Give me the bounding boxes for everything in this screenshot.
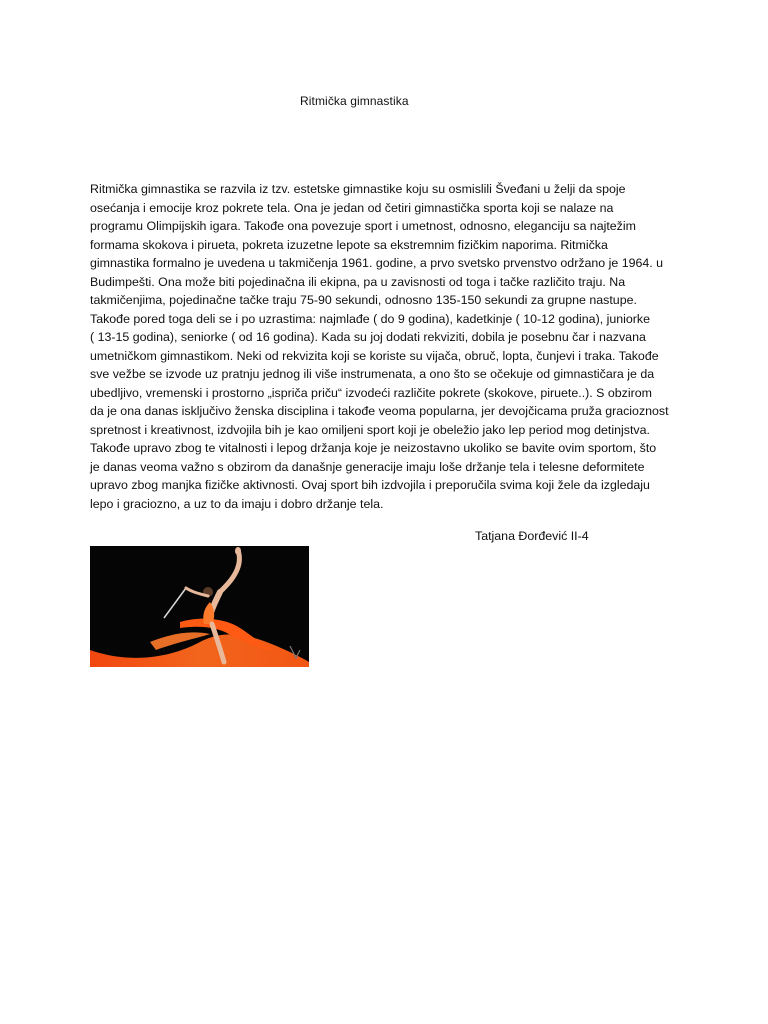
body-line: takmičenjima, pojedinačne tačke traju 75-90 sekundi, odnosno 135-150 sekundi za grupne nastupe. [90,293,637,307]
body-line: gimnastika formalno je uvedena u takmičenja 1961. godine, a prvo svetsko prvenstvo održano je 1964. u [90,256,664,270]
gymnast-illustration [90,546,309,667]
body-line: umetničkom gimnastikom. Neki od rekvizita koji se koriste su vijača, obruč, lopta, čunjevi i traka. Takođe [90,348,659,363]
body-line: ( 13-15 godina), seniorke ( od 16 godina). Kada su joj dodati rekviziti, dobila je posebnu čar i nazvana [90,330,646,344]
body-line: da je ona danas isključivo ženska disciplina i takođe veoma popularna, jer devojčicama pruža gracioznost [90,404,669,418]
body-line: Budimpešti. Ona može biti pojedinačna ili ekipna, pa u zavisnosti od toga i tačke različito traju. Na [90,274,626,289]
body-line: Ritmička gimnastika se razvila iz tzv. estetske gimnastike koju su osmislili Šveđani u želji da spoje [90,182,626,196]
body-line: sve vežbe se izvode uz pratnju jednog ili više instrumenata, a ono što se očekuje od gimnastičara je da [90,367,655,381]
body-line: lepo i graciozno, a uz to da imaju i dobro držanje tela. [90,496,384,511]
body-line: upravo zbog manjka fizičke aktivnosti. Ovaj sport bih izdvojila i preporučila svima koji žele da izgledaju [90,478,650,492]
body-line: Takođe pored toga deli se i po uzrastima: najmlađe ( do 9 godina), kadetkinje ( 10-12 godina), juniorke [90,311,650,326]
document-title: Ritmička gimnastika [300,94,409,108]
body-line: osećanja i emocije kroz pokrete tela. Ona je jedan od četiri gimnastička sporta koji se nalaze na [90,200,614,215]
body-line: programu Olimpijskih igara. Takođe ona povezuje sport i umetnost, odnosno, eleganciju sa najtežim [90,219,636,233]
raised-foot [235,547,241,555]
author-signature: Tatjana Đorđević II-4 [475,529,589,543]
body-line: Takođe upravo zbog te vitalnosti i lepog držanja koje je neizostavno ukoliko se bavite ovim sportom, što [90,441,657,455]
body-line: formama skokova i pirueta, pokreta izuzetne lepote sa ekstremnim fizičkim naporima. Ritmička [90,237,608,252]
body-line: spretnost i kreativnost, izdvojila bih je kao omiljeni sport koji je obeležio jako lep period mog detinjstva. [90,422,650,437]
body-paragraph [90,180,680,513]
body-line: je danas veoma važno s obzirom da današnje generacije imaju loše držanje tela i telesne deformitete [90,459,645,474]
body-line: ubedljivo, vremenski i prostorno „ispriča priču“ izvodeći različite pokrete (skokove, piruete..). S obzirom [90,385,652,400]
gymnast-photo [90,546,309,667]
